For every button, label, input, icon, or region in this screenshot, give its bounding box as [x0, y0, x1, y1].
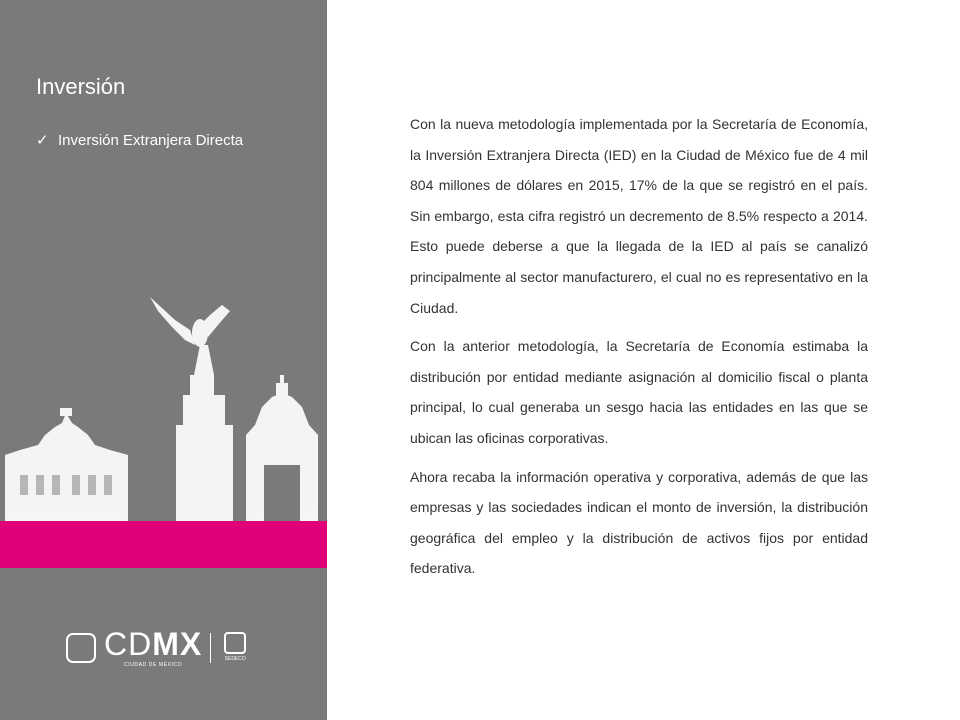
cdmx-wordmark — [104, 628, 202, 668]
paragraph-3: Ahora recaba la información operativa y corporativa, además de que las empresas y las sociedades indican el monto de inversión, la distribución geográfica del empleo y la distribución de activos fijos por entidad federativa. — [410, 468, 868, 577]
sedeco-label: SEDECO — [224, 656, 246, 662]
checkmark-icon: ✓ — [36, 132, 49, 149]
section-title: Inversión — [36, 74, 126, 99]
paragraph-2: Con la anterior metodología, la Secretaría de Economía estimaba la distribución por entidad mediante asignación al domicilio fiscal o planta principal, lo cual generaba un sesgo hacia las entidades en las que se ubican las oficinas corporativas. — [410, 338, 868, 446]
main-content — [410, 109, 868, 592]
cdmx-emblem-icon — [66, 633, 96, 663]
sedeco-logo — [220, 632, 250, 664]
paragraph-1: Con la nueva metodología implementada por la Secretaría de Economía, la Inversión Extranjera Directa (IED) en la Ciudad de México fue de 4 mil 804 millones de dólares en 2015, 17% de la que se registró en el país. Sin embargo, esta cifra registró un decremento de 8.5% respecto a 2014. Esto puede deberse a que la llegada de la IED al país se canalizó principalmente al sector manufacturero, el cual no es representativo en la Ciudad. — [410, 116, 868, 316]
sidebar — [0, 0, 327, 720]
bullet-item — [36, 131, 243, 149]
logo-divider — [210, 633, 211, 663]
cdmx-logo — [66, 628, 250, 668]
sedeco-emblem-icon — [224, 632, 246, 654]
cdmx-wordmark-text: CDMX — [104, 626, 203, 662]
accent-band — [0, 521, 327, 568]
bullet-label: Inversión Extranjera Directa — [58, 131, 244, 149]
city-skyline-illustration — [0, 285, 327, 525]
cdmx-subtitle: CIUDAD DE MÉXICO — [124, 662, 183, 668]
